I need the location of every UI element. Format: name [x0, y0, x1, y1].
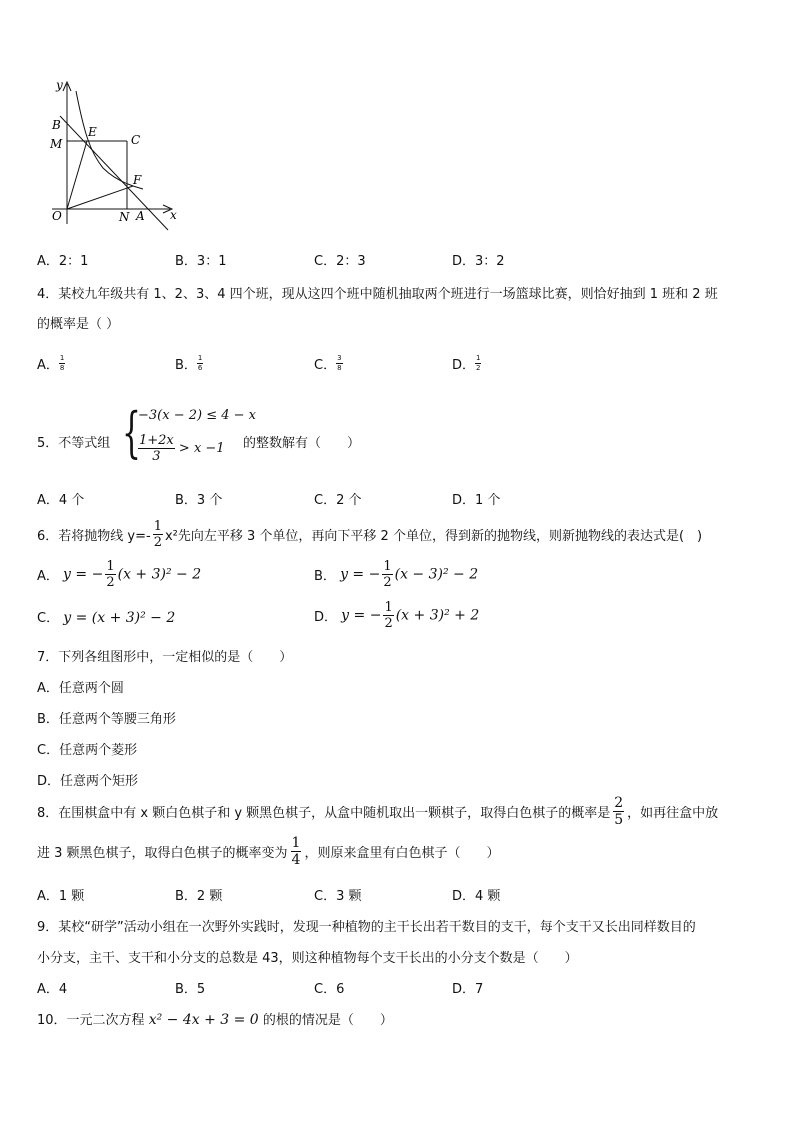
- label-y: y: [56, 78, 63, 92]
- q6-option-b-rest: (x − 3)² − 2: [394, 566, 479, 583]
- line-AB: [60, 116, 168, 230]
- q8-line2-pre: 进 3 颗黑色棋子，取得白色棋子的概率变为: [37, 846, 288, 861]
- q5-option-d[interactable]: D．1 个: [452, 493, 501, 508]
- q6-option-b[interactable]: [314, 560, 478, 589]
- q5-inequality-2-fraction: $\frac{1+2x}{3}$: [139, 433, 174, 464]
- q8-stem-line2: [37, 836, 499, 867]
- q7-option-d[interactable]: D．任意两个矩形: [37, 774, 139, 789]
- q8-fraction-1: $\frac{2}{5}$: [614, 795, 624, 828]
- q3-option-d[interactable]: D．3：2: [452, 254, 505, 269]
- q6-option-b-fraction: $\frac{1}{2}$: [383, 559, 392, 590]
- q8-option-c[interactable]: C．3 颗: [314, 889, 362, 904]
- q4-stem-line1: 4．某校九年级共有 1、2、3、4 四个班，现从这四个班中随机抽取两个班进行一场篮球比赛，则恰好抽到 1 班和 2 班: [37, 287, 718, 302]
- q7-option-c[interactable]: C．任意两个菱形: [37, 743, 138, 758]
- q9-stem-line2: 小分支，主干、支干和小分支的总数是 43，则这种植物每个支干长出的小分支个数是（ ）: [37, 951, 578, 966]
- q9-option-a[interactable]: A．4: [37, 982, 68, 997]
- label-B: B: [52, 118, 61, 132]
- q5-suffix: 的整数解有（ ）: [243, 436, 361, 451]
- q6-stem-fraction: $\frac{1}{2}$: [153, 519, 162, 550]
- q8-stem-line1: [37, 796, 718, 827]
- q4-option-b[interactable]: [175, 354, 203, 373]
- q5-option-a[interactable]: A．4 个: [37, 493, 85, 508]
- q8-line2-post: ，则原来盒里有白色棋子（ ）: [304, 846, 500, 861]
- q9-stem-line1: 9．某校“研学”活动小组在一次野外实践时，发现一种植物的主干长出若干数目的支干，每个支干又长出同样数目的: [37, 920, 696, 935]
- q5-option-b[interactable]: B．3 个: [175, 493, 223, 508]
- q7-option-a[interactable]: A．任意两个圆: [37, 681, 124, 696]
- q4-option-d[interactable]: [452, 354, 481, 373]
- label-x: x: [170, 208, 177, 222]
- q9-option-b[interactable]: B．5: [175, 982, 206, 997]
- q5-inequality-2-rest: > x −1: [178, 441, 225, 456]
- q8-option-a[interactable]: A．1 颗: [37, 889, 85, 904]
- q10-pre: 10．一元二次方程: [37, 1013, 145, 1028]
- label-N: N: [119, 210, 130, 224]
- q6-option-c[interactable]: [37, 607, 175, 626]
- q6-option-a-letter: A．: [37, 569, 59, 584]
- q6-option-a[interactable]: [37, 560, 201, 589]
- q8-option-b[interactable]: B．2 颗: [175, 889, 223, 904]
- q6-stem-pre: 6．若将抛物线 y=-: [37, 529, 151, 544]
- q8-line1-post: ，如再往盒中放: [627, 806, 719, 821]
- q4-option-a-fraction: $\frac{1}{8}$: [59, 354, 65, 372]
- q6-option-c-lhs: y = (x + 3)² − 2: [63, 610, 176, 626]
- q4-option-a-letter: A．: [37, 358, 59, 373]
- q10-post: 的根的情况是（ ）: [262, 1013, 393, 1028]
- q6-option-a-fraction: $\frac{1}{2}$: [106, 559, 115, 590]
- q6-option-d[interactable]: [314, 601, 479, 630]
- q4-option-c-fraction: $\frac{3}{8}$: [337, 354, 342, 372]
- q4-option-b-fraction: $\frac{1}{6}$: [197, 354, 203, 372]
- q6-stem-post: x²先向左平移 3 个单位，再向下平移 2 个单位，得到新的抛物线，则新抛物线的表达式是( ): [164, 529, 703, 544]
- q4-option-c[interactable]: [314, 354, 343, 373]
- q4-option-a[interactable]: [37, 354, 65, 373]
- q6-option-d-fraction: $\frac{1}{2}$: [384, 600, 393, 631]
- q6-option-b-letter: B．: [314, 569, 336, 584]
- q7-stem: 7．下列各组图形中，一定相似的是（ ）: [37, 650, 293, 665]
- q8-option-d[interactable]: D．4 颗: [452, 889, 501, 904]
- segment-OE: [67, 141, 87, 209]
- q4-option-b-letter: B．: [175, 358, 197, 373]
- label-O: O: [52, 209, 62, 223]
- q4-option-d-fraction: $\frac{1}{2}$: [476, 354, 481, 372]
- q6-option-d-lhs: y = −: [341, 607, 382, 624]
- q4-option-d-letter: D．: [452, 358, 476, 373]
- q6-option-d-rest: (x + 3)² + 2: [395, 607, 480, 624]
- q10-equation: x² − 4x + 3 = 0: [148, 1012, 259, 1028]
- label-A: A: [136, 209, 145, 223]
- q8-fraction-2: $\frac{1}{4}$: [291, 835, 301, 868]
- q5-brace: {: [122, 401, 141, 464]
- geometry-figure: [30, 72, 190, 232]
- q5-prefix: 5．不等式组: [37, 436, 111, 451]
- q7-option-b[interactable]: B．任意两个等腰三角形: [37, 712, 176, 727]
- q4-stem-line2: 的概率是（ ）: [37, 317, 120, 332]
- q6-option-c-letter: C．: [37, 611, 60, 626]
- q5-inequality-1: −3(x − 2) ≤ 4 − x: [138, 408, 256, 423]
- q5-inequality-2: [138, 434, 225, 463]
- label-F: F: [133, 173, 142, 187]
- segment-OF: [67, 186, 133, 209]
- label-E: E: [88, 125, 97, 139]
- q10-stem: [37, 1009, 393, 1028]
- q6-stem: [37, 520, 702, 549]
- q3-option-c[interactable]: C．2：3: [314, 254, 366, 269]
- q8-line1-pre: 8．在围棋盒中有 x 颗白色棋子和 y 颗黑色棋子，从盒中随机取出一颗棋子，取得白色棋子的概率是: [37, 806, 611, 821]
- q6-option-a-lhs: y = −: [63, 566, 104, 583]
- q5-option-c[interactable]: C．2 个: [314, 493, 362, 508]
- q6-option-d-letter: D．: [314, 610, 338, 625]
- label-C: C: [131, 133, 141, 147]
- q6-option-a-rest: (x + 3)² − 2: [117, 566, 202, 583]
- q6-option-b-lhs: y = −: [340, 566, 381, 583]
- q4-option-c-letter: C．: [314, 358, 337, 373]
- q9-option-c[interactable]: C．6: [314, 982, 345, 997]
- q9-option-d[interactable]: D．7: [452, 982, 484, 997]
- q3-option-b[interactable]: B．3：1: [175, 254, 227, 269]
- label-M: M: [50, 137, 63, 151]
- q3-option-a[interactable]: A．2：1: [37, 254, 89, 269]
